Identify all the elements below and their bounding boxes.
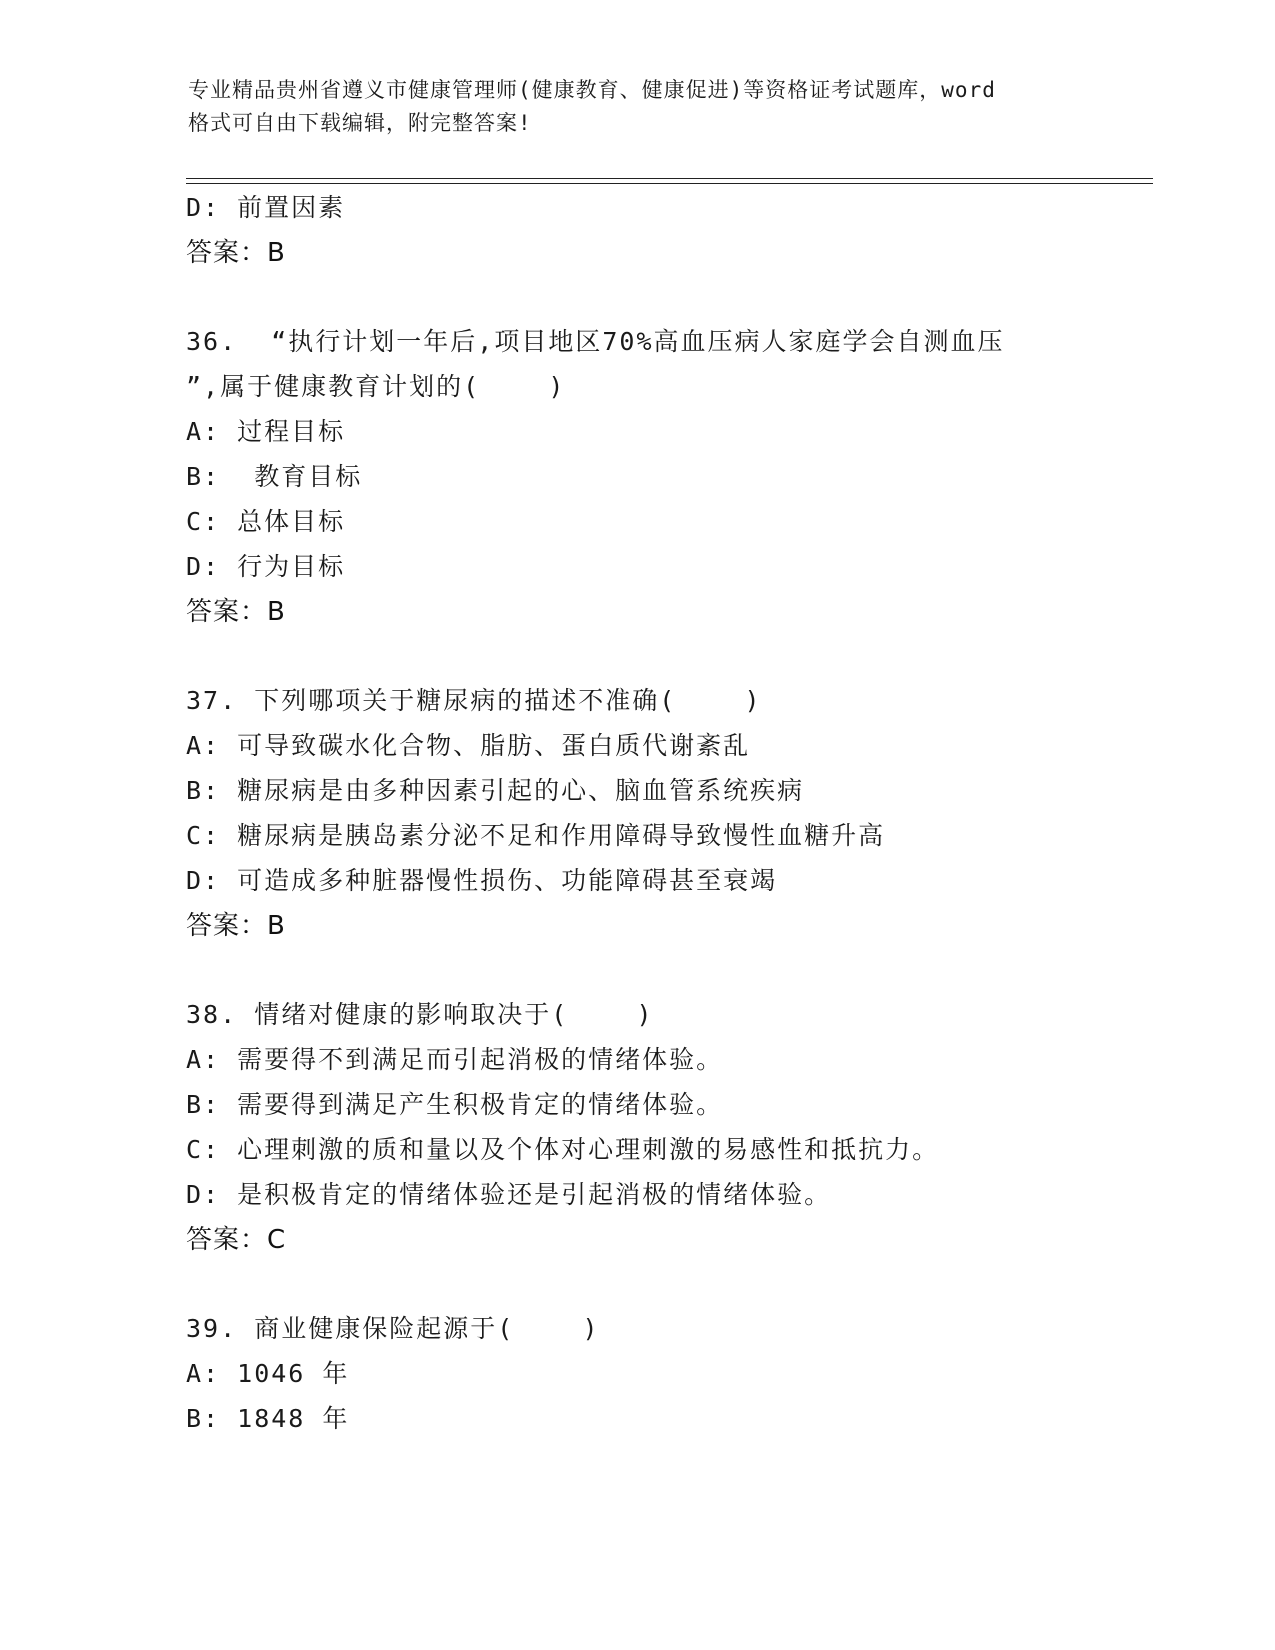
q36-option-d: D: 行为目标 bbox=[186, 552, 346, 581]
header-rule-top bbox=[186, 178, 1153, 179]
q36-stem-line-2: ”,属于健康教育计划的( ) bbox=[186, 372, 566, 401]
header-rule-bottom bbox=[186, 183, 1153, 184]
q39-option-b: B: 1848 年 bbox=[186, 1404, 350, 1433]
header-line-2: 格式可自由下载编辑，附完整答案! bbox=[188, 111, 532, 135]
q37-option-a: A: 可导致碳水化合物、脂肪、蛋白质代谢紊乱 bbox=[186, 731, 751, 760]
q38-option-d: D: 是积极肯定的情绪体验还是引起消极的情绪体验。 bbox=[186, 1180, 832, 1209]
q37-stem: 37. 下列哪项关于糖尿病的描述不准确( ) bbox=[186, 686, 762, 715]
q38-stem: 38. 情绪对健康的影响取决于( ) bbox=[186, 1000, 654, 1029]
q38-answer: 答案：C bbox=[186, 1225, 287, 1255]
q37-option-b: B: 糖尿病是由多种因素引起的心、脑血管系统疾病 bbox=[186, 776, 805, 805]
prev-option-d: D: 前置因素 bbox=[186, 193, 346, 222]
q36-option-b: B: 教育目标 bbox=[186, 462, 363, 491]
q39-option-a: A: 1046 年 bbox=[186, 1359, 350, 1388]
header-line-1: 专业精品贵州省遵义市健康管理师(健康教育、健康促进)等资格证考试题库，word bbox=[188, 78, 996, 102]
document-header bbox=[188, 74, 1088, 140]
q38-option-c: C: 心理刺激的质和量以及个体对心理刺激的易感性和抵抗力。 bbox=[186, 1135, 940, 1164]
q36-option-a: A: 过程目标 bbox=[186, 417, 346, 446]
q36-answer: 答案：B bbox=[186, 597, 286, 627]
q38-option-b: B: 需要得到满足产生积极肯定的情绪体验。 bbox=[186, 1090, 724, 1119]
q37-option-c: C: 糖尿病是胰岛素分泌不足和作用障碍导致慢性血糖升高 bbox=[186, 821, 886, 850]
q37-answer: 答案：B bbox=[186, 911, 286, 941]
q36-option-c: C: 总体目标 bbox=[186, 507, 346, 536]
q36-stem-line-1: 36. “执行计划一年后,项目地区70%高血压病人家庭学会自测血压 bbox=[186, 327, 1005, 356]
q39-stem: 39. 商业健康保险起源于( ) bbox=[186, 1314, 600, 1343]
prev-answer: 答案：B bbox=[186, 238, 286, 268]
q38-option-a: A: 需要得不到满足而引起消极的情绪体验。 bbox=[186, 1045, 724, 1074]
q37-option-d: D: 可造成多种脏器慢性损伤、功能障碍甚至衰竭 bbox=[186, 866, 778, 895]
